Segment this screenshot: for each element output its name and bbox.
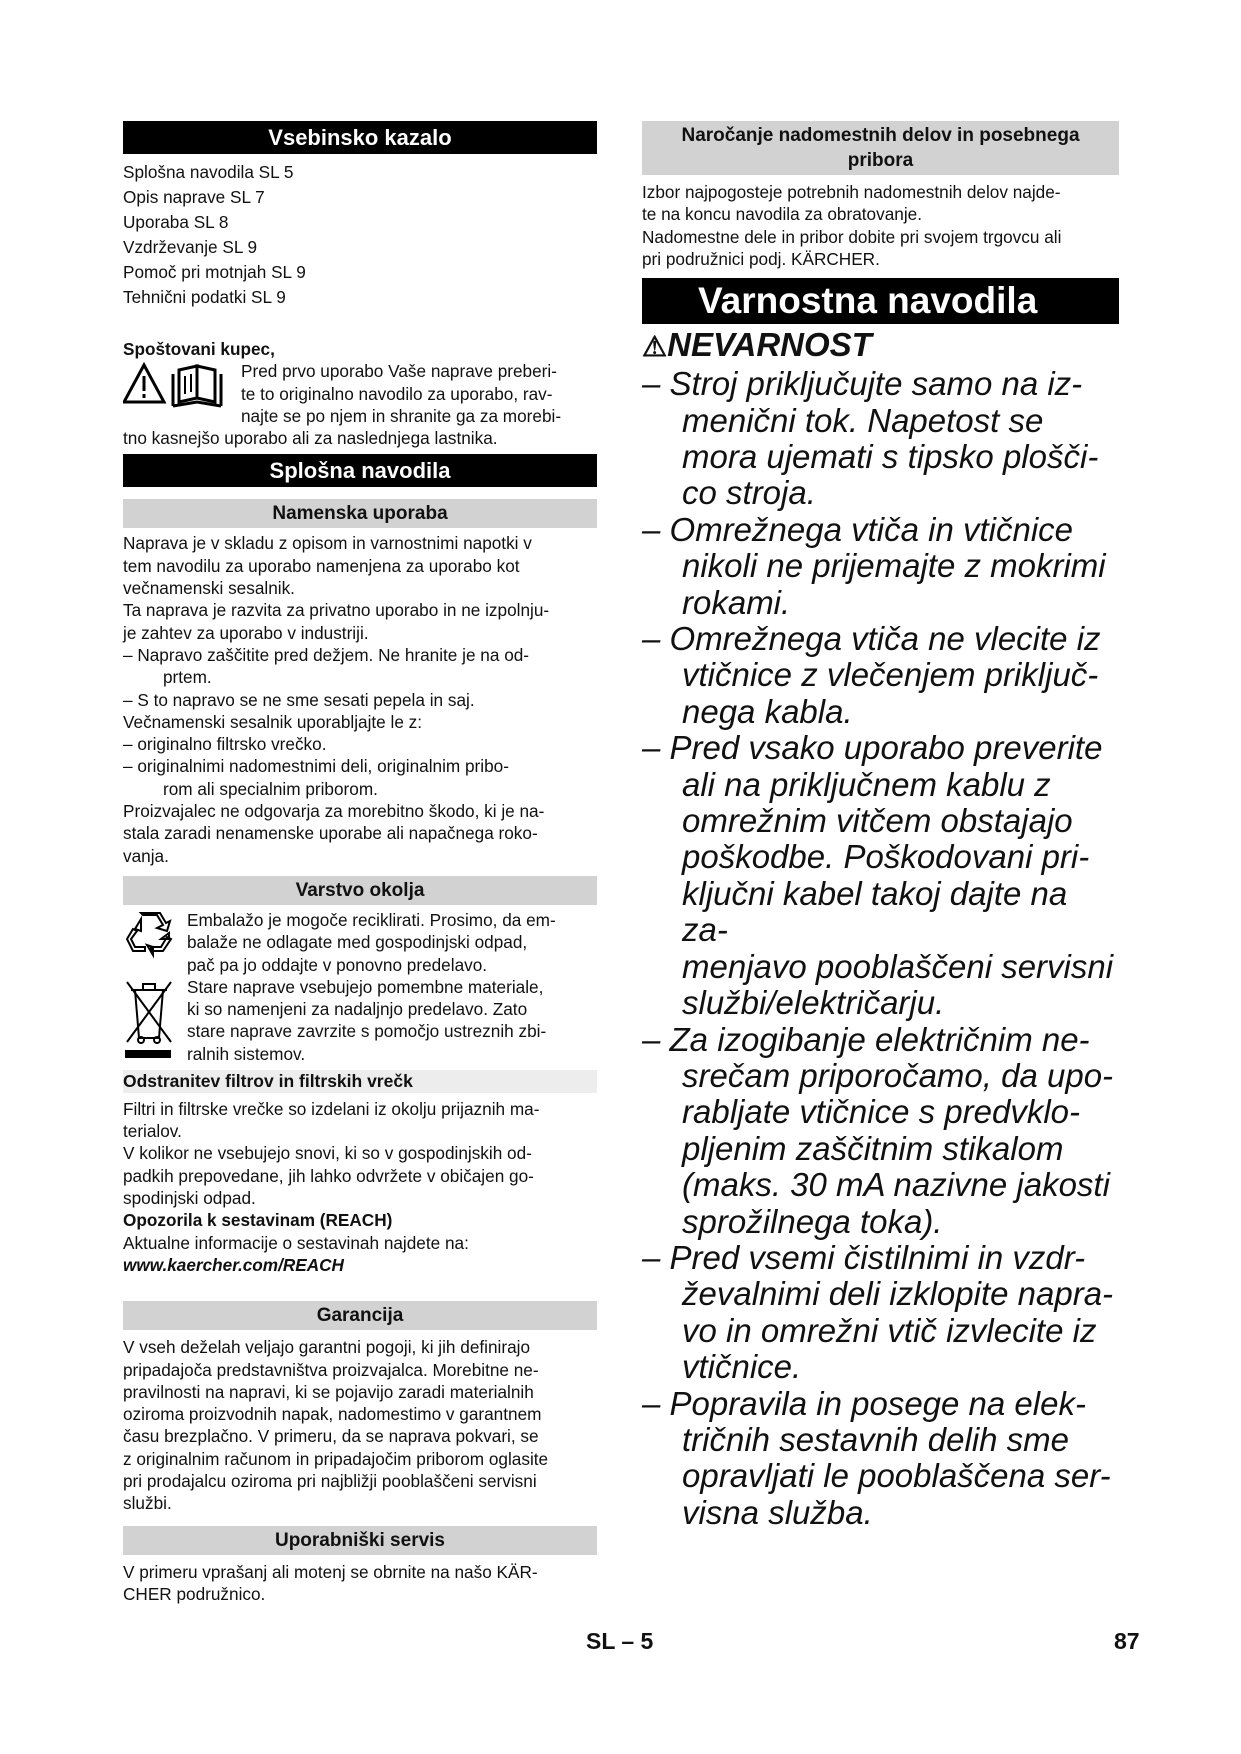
danger-list: [642, 366, 1119, 1531]
spare-parts-title-line: Naročanje nadomestnih delov in posebnega: [681, 125, 1080, 146]
danger-item: [642, 621, 1119, 730]
danger-item: [642, 1240, 1119, 1386]
danger-item-line: – Stroj priključujte samo na iz-: [642, 365, 1083, 403]
spare-parts-title: [642, 121, 1119, 175]
danger-item-line: rokami.: [682, 583, 791, 621]
environment-title: Varstvo okolja: [123, 876, 597, 905]
general-title: Splošna navodila: [123, 454, 597, 487]
text-line: službi.: [123, 1493, 172, 1514]
reach-link[interactable]: www.kaercher.com/REACH: [123, 1254, 344, 1275]
danger-item-line: vtičnice z vlečenjem priključ-: [682, 656, 1099, 694]
greeting-line: najte se po njem in shranite ga za morebi-: [241, 405, 562, 426]
text-line: Večnamenski sesalnik uporabljajte le z:: [123, 711, 423, 732]
danger-item-line: co stroja.: [682, 474, 816, 512]
text-line: pač pa jo oddajte v ponovno predelavo.: [187, 954, 488, 975]
danger-item-line: pljenim zaščitnim stikalom: [682, 1129, 1064, 1167]
text-line: stala zaradi nenamenske uporabe ali napačnega roko-: [123, 823, 538, 844]
warning-triangle-icon: ⚠: [642, 331, 668, 363]
danger-item-line: – Popravila in posege na elek-: [642, 1384, 1086, 1422]
text-line: Stare naprave vsebujejo pomembne materiale,: [187, 976, 544, 997]
spare-parts-title-line: pribora: [847, 150, 914, 171]
toc-item[interactable]: Tehnični podatki SL 9: [123, 287, 286, 307]
greeting-line: tno kasnejšo uporabo ali za naslednjega lastnika.: [123, 428, 498, 449]
bullet-line: – Napravo zaščitite pred dežjem. Ne hranite je na od-: [123, 644, 530, 665]
right-column: [642, 121, 1119, 1531]
text-line: pripadajoča predstavništva proizvajalca. Morebitne ne-: [123, 1359, 539, 1380]
danger-item-line: – Pred vsemi čistilnimi in vzdr-: [642, 1238, 1086, 1276]
left-column: [123, 121, 597, 1605]
danger-item-line: opravljati le pooblaščena ser-: [682, 1457, 1111, 1495]
text-line: večnamenski sesalnik.: [123, 578, 295, 599]
text-line: ki so namenjeni za nadaljnjo predelavo. Zato: [187, 999, 528, 1020]
environment-old-devices: [123, 976, 597, 1067]
service-body: [123, 1561, 597, 1606]
text-line: V kolikor ne vsebujejo snovi, ki so v gospodinjskih od-: [123, 1143, 532, 1164]
danger-heading: [642, 326, 1119, 366]
text-line: Proizvajalec ne odgovarja za morebitno škodo, ki je na-: [123, 801, 545, 822]
text-line: Izbor najpogosteje potrebnih nadomestnih delov najde-: [642, 182, 1061, 202]
toc-item[interactable]: Uporaba SL 8: [123, 212, 229, 232]
danger-item: [642, 730, 1119, 1021]
text-line: pri prodajalcu oziroma pri najbližji pooblaščeni servisni: [123, 1470, 537, 1491]
bullet-line: – originalnimi nadomestnimi deli, originalnim pribo-: [123, 756, 509, 777]
toc-item[interactable]: Pomoč pri motnjah SL 9: [123, 262, 306, 282]
bullet-line: rom ali specialnim priborom.: [163, 778, 378, 799]
text-line: vanja.: [123, 845, 169, 866]
danger-item-line: – Omrežnega vtiča ne vlecite iz: [642, 620, 1101, 658]
page-number: 87: [1114, 1628, 1140, 1654]
danger-item-line: službi/električarju.: [682, 984, 945, 1022]
environment-packaging: [123, 909, 597, 976]
greeting-block: [123, 338, 597, 449]
danger-item-line: vo in omrežni vtič izvlecite iz: [682, 1311, 1097, 1349]
danger-item-line: visna služba.: [682, 1493, 873, 1531]
bullet-line: prtem.: [163, 667, 212, 688]
danger-item-line: sprožilnega toka).: [682, 1202, 943, 1240]
text-line: Ta naprava je razvita za privatno uporabo in ne izpolnju-: [123, 600, 550, 621]
text-line: z originalnim računom in pripadajočim priborom oglasite: [123, 1448, 549, 1469]
reach-title: Opozorila k sestavinam (REACH): [123, 1210, 393, 1231]
danger-item-line: tričnih sestavnih delih sme: [682, 1420, 1070, 1458]
danger-item: [642, 366, 1119, 512]
danger-item-line: – Za izogibanje električnim ne-: [642, 1020, 1090, 1058]
danger-item-line: ževalnimi deli izklopite napra-: [682, 1275, 1114, 1313]
greeting-line: Pred prvo uporabo Vaše naprave preberi-: [241, 361, 557, 382]
text-line: balaže ne odlagate med gospodinjski odpad,: [187, 932, 528, 953]
danger-item: [642, 1022, 1119, 1240]
danger-item-line: rabljate vtičnice s predvklo-: [682, 1093, 1080, 1131]
text-line: Naprava je v skladu z opisom in varnostnimi napotki v: [123, 533, 532, 554]
toc-item[interactable]: Vzdrževanje SL 9: [123, 237, 258, 257]
greeting-title: Spoštovani kupec,: [123, 339, 275, 359]
danger-item-line: nikoli ne prijemajte z mokrimi: [682, 547, 1106, 585]
text-line: Nadomestne dele in pribor dobite pri svojem trgovcu ali: [642, 226, 1062, 247]
warranty-body: [123, 1336, 597, 1514]
text-line: Aktualne informacije o sestavinah najdete na:: [123, 1232, 469, 1253]
toc-item[interactable]: Opis naprave SL 7: [123, 187, 265, 207]
danger-item-line: nega kabla.: [682, 692, 853, 730]
text-line: CHER podružnico.: [123, 1583, 266, 1604]
danger-item-line: – Omrežnega vtiča in vtičnice: [642, 510, 1074, 548]
danger-item-line: omrežnim vitčem obstajajo: [682, 802, 1073, 840]
text-line: pravilnosti na napravi, ki se pojavijo zaradi materialnih: [123, 1381, 534, 1402]
text-line: spodinjski odpad.: [123, 1188, 256, 1209]
footer-section: SL – 5: [586, 1628, 654, 1654]
text-line: pri podružnici podj. KÄRCHER.: [642, 248, 880, 269]
filters-body: [123, 1098, 597, 1276]
intended-use-title: Namenska uporaba: [123, 499, 597, 528]
recycling-icon: [123, 909, 177, 959]
danger-item-line: srečam priporočamo, da upo-: [682, 1056, 1114, 1094]
danger-item: [642, 1386, 1119, 1532]
service-title: Uporabniški servis: [123, 1526, 597, 1555]
text-line: je zahtev za uporabo v industriji.: [123, 622, 369, 643]
bullet-line: – S to napravo se ne sme sesati pepela in saj.: [123, 689, 475, 710]
text-line: stare naprave zavrzite s pomočjo ustreznih zbi-: [187, 1021, 547, 1042]
danger-item-line: ključni kabel takoj dajte na za-: [682, 874, 1068, 949]
danger-item-line: poškodbe. Poškodovani pri-: [682, 838, 1090, 876]
intended-use-body: [123, 532, 597, 866]
toc-title: Vsebinsko kazalo: [123, 121, 597, 154]
danger-item-line: (maks. 30 mA nazivne jakosti: [682, 1166, 1110, 1204]
bullet-line: – originalno filtrsko vrečko.: [123, 734, 327, 755]
text-line: času brezplačno. V primeru, da se naprava pokvari, se: [123, 1426, 539, 1447]
text-line: Embalažo je mogoče reciklirati. Prosimo, da em-: [187, 909, 556, 930]
text-line: padkih prepovedane, jih lahko odvržete v običajen go-: [123, 1165, 534, 1186]
text-line: tem navodilu za uporabo namenjena za uporabo kot: [123, 555, 520, 576]
crossed-bin-icon: [123, 976, 175, 1062]
danger-item-line: menični tok. Napetost se: [682, 401, 1044, 439]
read-manual-icons: [123, 362, 241, 406]
text-line: Filtri in filtrske vrečke so izdelani iz okolju prijaznih ma-: [123, 1098, 540, 1119]
text-line: terialov.: [123, 1121, 182, 1142]
danger-item-line: ali na priključnem kablu z: [682, 765, 1051, 803]
greeting-line: te to originalno navodilo za uporabo, rav-: [241, 383, 553, 404]
text-line: ralnih sistemov.: [187, 1043, 306, 1064]
filters-title: Odstranitev filtrov in filtrskih vrečk: [123, 1070, 597, 1093]
toc-item[interactable]: Splošna navodila SL 5: [123, 162, 294, 182]
text-line: oziroma proizvodnih napak, nadomestimo v garantnem: [123, 1404, 542, 1425]
text-line: te na koncu navodila za obratovanje.: [642, 204, 922, 225]
manual-book-icon: [173, 366, 221, 406]
danger-item-line: vtičnice.: [682, 1348, 802, 1386]
danger-item-line: menjavo pooblaščeni servisni: [682, 947, 1114, 985]
danger-item-line: mora ujemati s tipsko plošči-: [682, 438, 1099, 475]
text-line: V vseh deželah veljajo garantni pogoji, ki jih definirajo: [123, 1337, 531, 1358]
warning-triangle-icon: [123, 362, 241, 408]
danger-item: [642, 512, 1119, 621]
danger-label: NEVARNOST: [667, 326, 872, 364]
danger-item-line: – Pred vsako uporabo preverite: [642, 729, 1103, 767]
text-line: V primeru vprašanj ali motenj se obrnite na našo KÄR-: [123, 1561, 538, 1582]
toc-list: [123, 160, 597, 310]
spare-parts-body: [642, 181, 1119, 270]
safety-title: Varnostna navodila: [642, 278, 1119, 324]
warranty-title: Garancija: [123, 1301, 597, 1330]
